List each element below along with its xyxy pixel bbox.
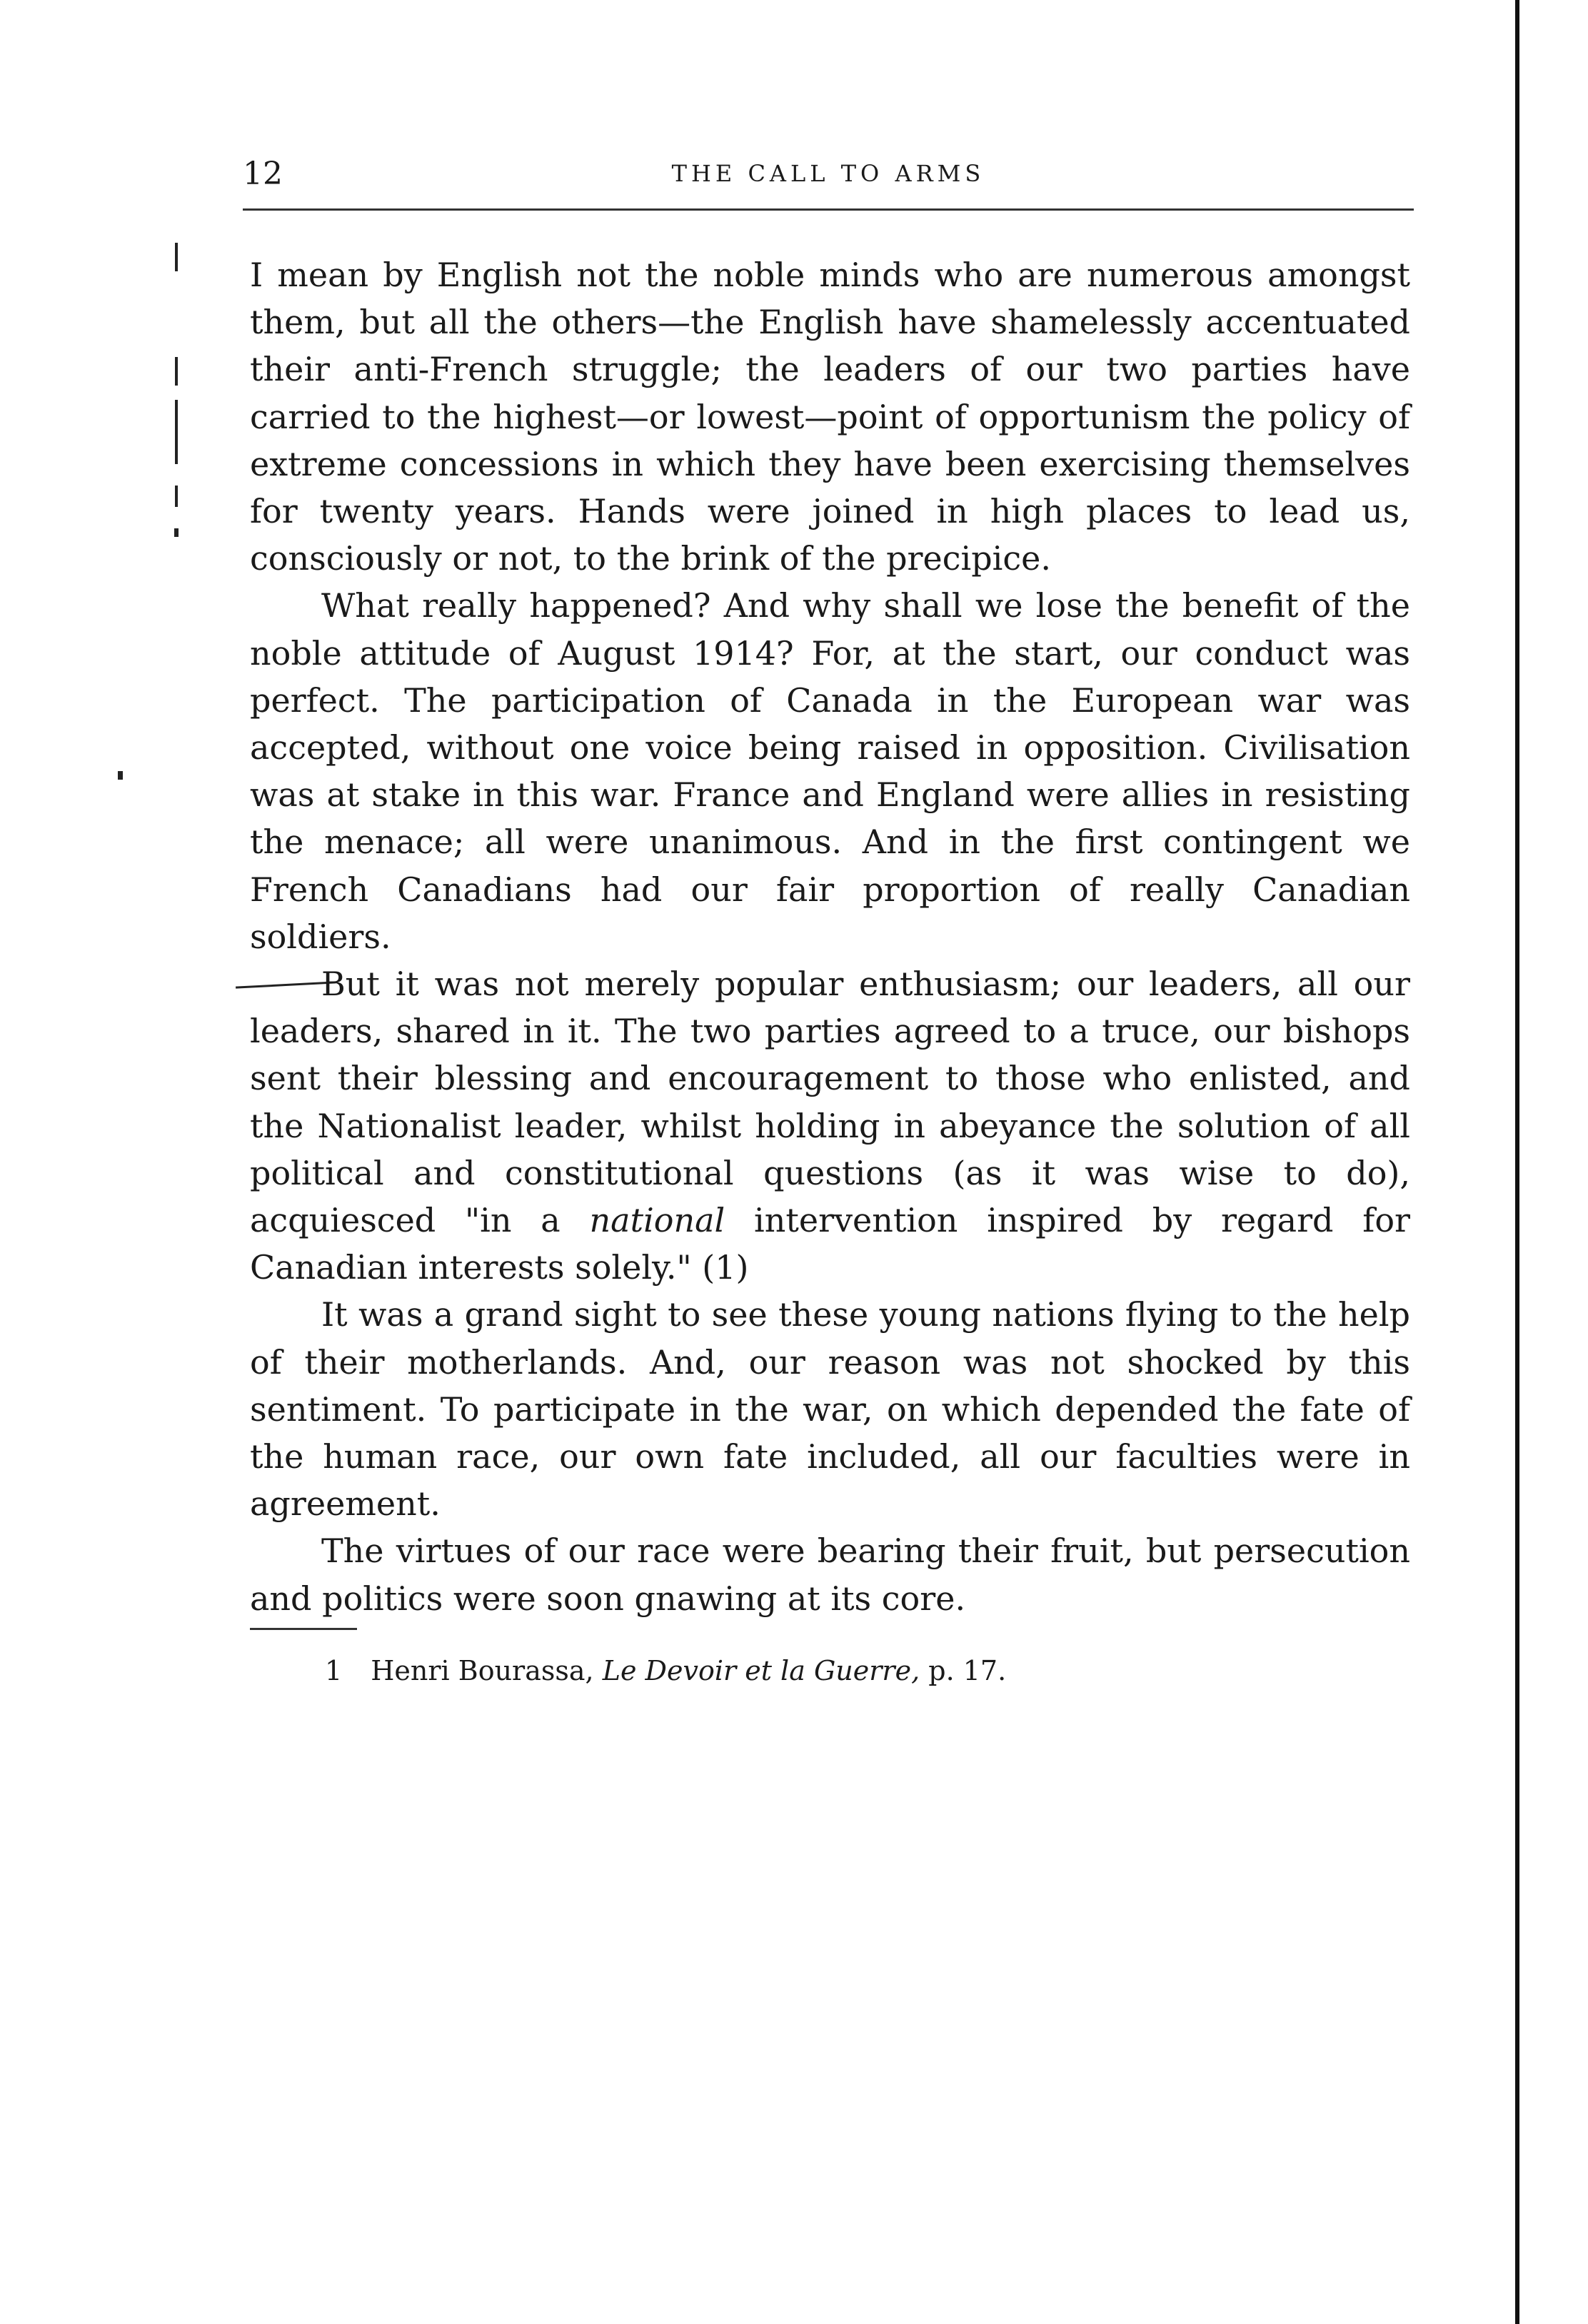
paragraph-3-text: But it was not merely popular enthusiasm; our leaders, all our leaders, shared in it. The two parties agreed to a truce, our bishops sent their blessing and encouragement to those who enlisted, and the Nationalist leader, whilst holding in abeyance the solution of all political and constitutional questions (as it was wise to do), acquiesced "in a xyxy=(250,965,1410,1240)
margin-mark xyxy=(175,400,178,464)
margin-mark xyxy=(118,771,123,780)
paragraph-3 xyxy=(250,960,1410,1291)
page-edge-border xyxy=(1515,0,1519,2324)
footnote-rule xyxy=(250,1628,357,1630)
header-rule xyxy=(243,208,1414,211)
body-text xyxy=(250,251,1410,1622)
margin-mark xyxy=(174,528,179,537)
footnote-number: 1 xyxy=(325,1655,343,1686)
page-number: 12 xyxy=(243,156,283,192)
paragraph-1: I mean by English not the noble minds who are numerous amongst them, but all the others—the English have shamelessly accentuated their anti-French struggle; the leaders of our two parties have carried to the highest—or lowest—point of opportunism the policy of extreme concessions in which they have been exercising themselves for twenty years. Hands were joined in high places to lead us, consciously or not, to the brink of the precipice. xyxy=(250,256,1410,578)
running-title: THE CALL TO ARMS xyxy=(671,160,985,187)
paragraph-3-text-end: intervention inspired by regard for Canadian interests solely." (1) xyxy=(250,1201,1411,1287)
footnote xyxy=(325,1655,1006,1686)
footnote-author: Henri Bourassa, xyxy=(371,1655,594,1686)
footnote-title: Le Devoir et la Guerre, xyxy=(602,1655,920,1686)
margin-mark xyxy=(175,243,178,271)
margin-mark xyxy=(175,357,178,386)
footnote-page: p. 17. xyxy=(928,1655,1007,1686)
paragraph-4: It was a grand sight to see these young nations flying to the help of their motherlands. And, our reason was not shocked by this sentiment. To participate in the war, on which depended the fate of the human race, our own fate included, all our faculties were in agreement. xyxy=(250,1295,1410,1524)
emphasis-national: national xyxy=(589,1201,725,1240)
paragraph-2: What really happened? And why shall we lose the benefit of the noble attitude of August 1914? For, at the start, our conduct was perfect. The participation of Canada in the European war was accepted, without one voice being raised in opposition. Civilisation was at stake in this war. France and England were allies in resisting the menace; all were unanimous. And in the first contingent we French Canadians had our fair proportion of really Canadian soldiers. xyxy=(250,586,1410,956)
page-header xyxy=(243,156,1414,198)
margin-mark xyxy=(175,486,178,507)
paragraph-5: The virtues of our race were bearing their fruit, but persecution and politics were soon gnawing at its core. xyxy=(250,1531,1410,1618)
